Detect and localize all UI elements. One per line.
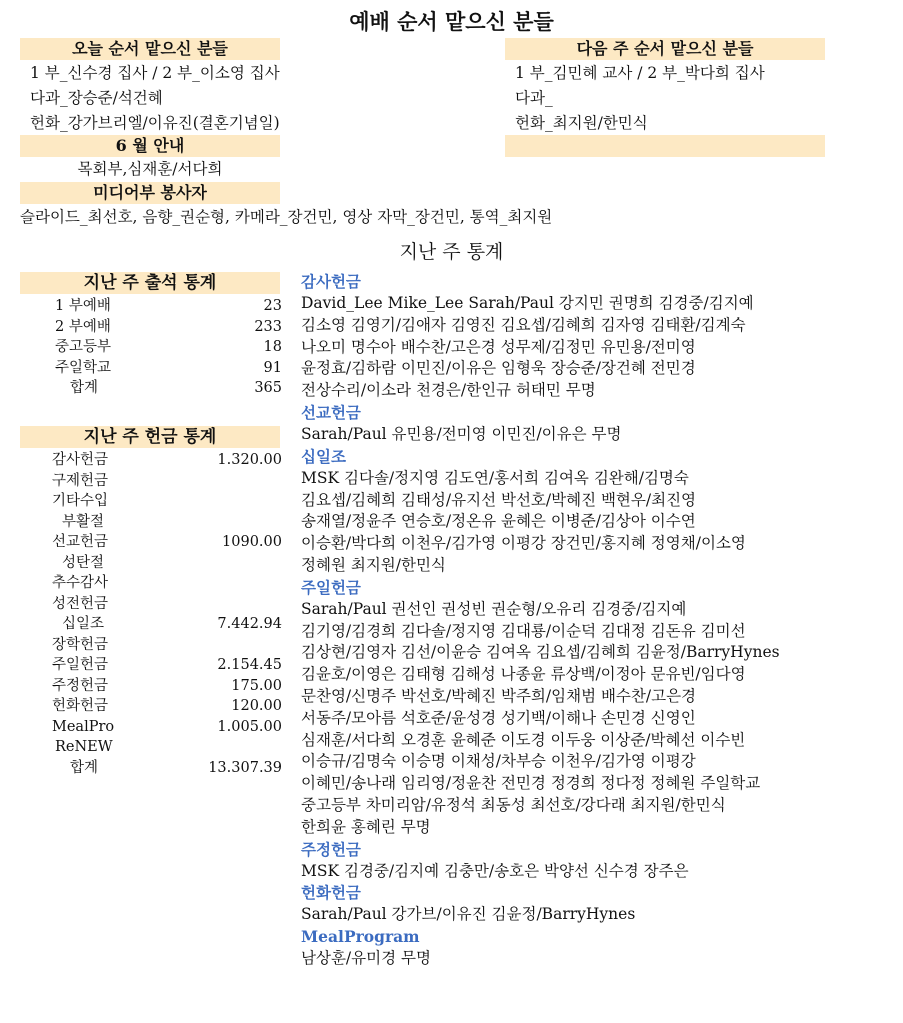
donor-line: Sarah/Paul 유민용/전미영 이민진/이유은 무명 [301,425,622,443]
donor-line: 전상수리/이소라 천경은/한인규 허태민 무명 [301,381,596,400]
today-header: 오늘 순서 맡으신 분들 [20,38,280,60]
next-week-header: 다음 주 순서 맡으신 분들 [505,38,825,60]
donor-section-title-tithe: 십일조 [301,446,346,466]
offering-row-value: 1090.00 [222,534,282,550]
donor-line: 중고등부 차미리암/유정석 최동성 최선호/강다래 최지원/한민식 [301,796,726,814]
today-line-3: 헌화_강가브리엘/이유진(결혼기념일) [30,114,280,132]
donor-line: 이승환/박다희 이천우/김가영 이평강 장건민/홍지혜 정영채/이소영 [301,534,746,553]
attendance-row-value: 23 [263,298,282,314]
attendance-row-value: 18 [263,339,282,355]
donor-line: David_Lee Mike_Lee Sarah/Paul 강지민 권명희 김경중/김지예 [301,294,754,312]
media-line: 슬라이드_최선호, 음향_권순형, 카메라_장건민, 영상 자막_장건민, 통역_최지원 [20,208,553,226]
donor-section-title-sunday: 주일헌금 [301,577,361,597]
donor-line: 나오미 명수아 배수찬/고은경 성무제/김정민 유민용/전미영 [301,337,696,356]
attendance-row-label: 1 부예배 [55,298,111,314]
donor-section-title-thanks: 감사헌금 [301,272,361,291]
donor-section-title-mission: 선교헌금 [301,403,361,422]
donor-line: 정혜원 최지원/한민식 [301,556,446,574]
donor-line: 김요셉/김혜희 김태성/유지선 박선호/박혜진 백현우/최진영 [301,490,697,509]
donor-line: 이혜민/송나래 임리영/정윤찬 전민경 정경희 정다정 정혜원 주일학교 [301,774,761,793]
stats-title: 지난 주 통계 [399,241,504,263]
offering-row-value: 2.154.45 [217,657,282,673]
donor-line: MSK 김다솔/정지영 김도연/홍서희 김여옥 김완해/김명숙 [301,468,689,487]
today-line-2: 다과_장승준/석건혜 [30,89,163,107]
offering-row-label: 주일헌금 [52,657,109,673]
donor-line: 김기영/김경희 김다솔/정지영 김대룡/이순덕 김대정 김돈유 김미선 [301,621,746,640]
page-title: 예배 순서 맡으신 분들 [349,9,554,34]
next-week-line-1: 1 부_김민혜 교사 / 2 부_박다희 집사 [515,64,765,82]
offering-row-label: 주정헌금 [52,677,109,694]
offering-row-value: 120.00 [231,698,282,714]
donor-line: Sarah/Paul 권선인 권성빈 권순형/오유리 김경중/김지예 [301,599,687,618]
donor-line: 남상훈/유미경 무명 [301,949,431,968]
attendance-row-value: 365 [254,380,282,396]
offering-row-label: 구제헌금 [52,472,109,489]
donor-line: 김윤호/이영은 김태형 김해성 나종윤 류상백/이정아 문유빈/임다영 [301,665,746,684]
offering-row-label: MealPro [52,718,115,735]
donor-line: 서동주/모아름 석호준/윤성경 성기백/이해나 손민경 신영인 [301,708,696,727]
offering-row-label: 선교헌금 [52,534,109,550]
offering-row-label: 추수감사 [52,575,109,591]
donor-line: 한희윤 홍혜린 무명 [301,817,431,836]
donor-line: 김소영 김영기/김애자 김영진 김요셉/김혜희 김자영 김태환/김계숙 [301,315,746,334]
donor-line: 심재훈/서다희 오경훈 윤혜준 이도경 이두웅 이상준/박혜선 이수빈 [301,730,746,749]
offering-row-label: 감사헌금 [52,452,109,468]
next-week-line-3: 헌화_최지원/한민식 [515,114,648,132]
june-line: 목회부,심재훈/서다희 [77,160,223,178]
donor-line: 이승규/김명숙 이승명 이채성/차부승 이천우/김가영 이평강 [301,752,696,771]
donor-section-title-meal: MealProgram [301,927,420,947]
offering-header: 지난 주 헌금 통계 [20,426,280,448]
next-week-line-2: 다과_ [515,89,553,107]
attendance-row-label: 합계 [70,380,99,396]
offering-row-label: 성전헌금 [52,595,109,612]
donor-line: 김상현/김영자 김선/이윤승 김여옥 김요셉/김혜희 김윤정/BarryHynes [301,643,780,662]
attendance-row-label: 2 부예배 [55,318,111,335]
offering-row-value: 1.320.00 [217,452,282,468]
offering-row-value: 13.307.39 [208,759,282,776]
offering-row-label: 헌화헌금 [52,698,109,714]
attendance-row-label: 주일학교 [55,359,112,376]
donor-section-title-flower: 헌화헌금 [301,883,361,903]
offering-row-label: 합계 [70,759,99,776]
donor-line: 문찬영/신명주 박선호/박혜진 박주희/임채범 배수찬/고은경 [301,687,697,705]
offering-row-label: 부활절 [62,513,105,530]
donor-line: 윤정효/김하람 이민진/이유은 임형욱 장승준/장건혜 전민경 [301,359,696,378]
attendance-header: 지난 주 출석 통계 [20,272,280,294]
attendance-row-label: 중고등부 [55,339,112,355]
donor-line: Sarah/Paul 강가브/이유진 김윤정/BarryHynes [301,905,636,924]
offering-row-label: 성탄절 [62,554,105,571]
today-line-1: 1 부_신수경 집사 / 2 부_이소영 집사 [30,64,280,82]
attendance-row-value: 233 [254,318,282,335]
next-week-empty-bar [505,135,825,157]
donor-line: 송재열/정윤주 연승호/정온유 윤혜은 이병준/김상아 이수연 [301,512,696,531]
donor-section-title-weekly: 주정헌금 [301,839,361,859]
offering-row-label: 장학헌금 [52,636,109,653]
attendance-row-value: 91 [263,359,282,376]
offering-row-label: ReNEW [55,739,113,755]
media-header: 미디어부 봉사자 [20,182,280,204]
offering-row-label: 십일조 [62,616,105,632]
offering-row-value: 1.005.00 [217,718,282,735]
offering-row-label: 기타수입 [52,493,109,509]
offering-row-value: 175.00 [231,677,282,694]
june-header: 6 월 안내 [20,135,280,157]
offering-row-value: 7.442.94 [217,616,282,632]
donor-line: MSK 김경중/김지예 김충만/송호은 박양선 신수경 장주은 [301,861,689,880]
